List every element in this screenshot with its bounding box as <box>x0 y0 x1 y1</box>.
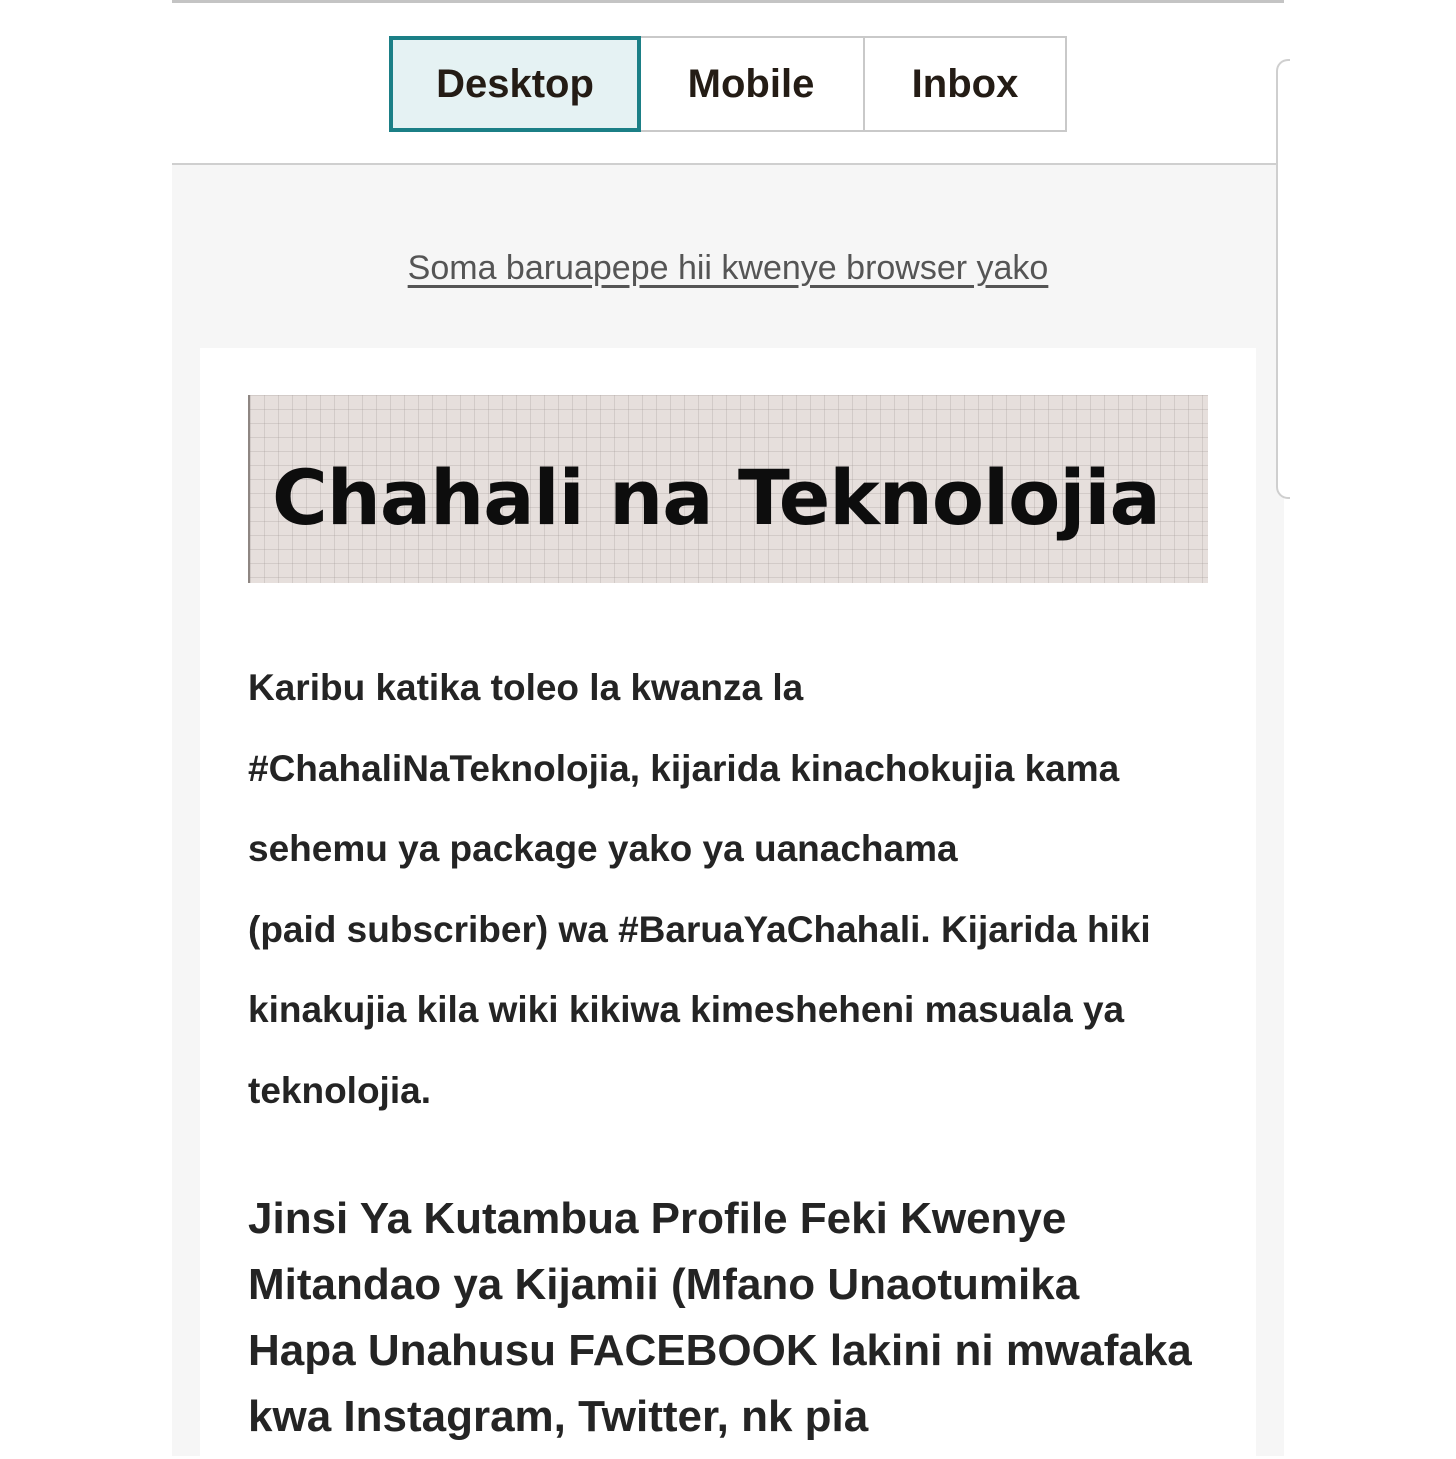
intro-line: sehemu ya package yako ya uanachama <box>248 828 958 869</box>
intro-line: #ChahaliNaTeknolojia, kijarida kinachokujia kama <box>248 747 1120 789</box>
newsletter-banner <box>248 395 1208 583</box>
article-headline <box>248 1186 1248 1450</box>
headline-line: Mitandao ya Kijamii (Mfano Unaotumika <box>248 1260 1080 1309</box>
headline-line: kwa Instagram, Twitter, nk pia <box>248 1392 869 1441</box>
banner-title: Chahali na Teknolojia <box>272 453 1160 542</box>
headline-line: Hapa Unahusu FACEBOOK lakini ni mwafaka <box>248 1326 1192 1375</box>
intro-line: teknolojia. <box>248 1069 431 1111</box>
view-in-browser-link[interactable]: Soma baruapepe hii kwenye browser yako <box>407 249 1049 287</box>
intro-line: (paid subscriber) wa #BaruaYaChahali. Kijarida hiki <box>248 908 1151 950</box>
preview-toolbar <box>172 3 1284 165</box>
intro-paragraph <box>248 648 1238 1131</box>
tab-inbox[interactable]: Inbox <box>863 36 1067 132</box>
tab-desktop[interactable]: Desktop <box>389 36 641 132</box>
email-preview-frame <box>172 0 1284 1456</box>
tab-mobile[interactable]: Mobile <box>639 36 865 132</box>
headline-line: Jinsi Ya Kutambua Profile Feki Kwenye <box>248 1194 1067 1243</box>
intro-line: kinakujia kila wiki kikiwa kimesheheni masuala ya <box>248 989 1125 1030</box>
intro-line: Karibu katika toleo la kwanza la <box>248 667 804 708</box>
email-body <box>200 348 1256 1459</box>
